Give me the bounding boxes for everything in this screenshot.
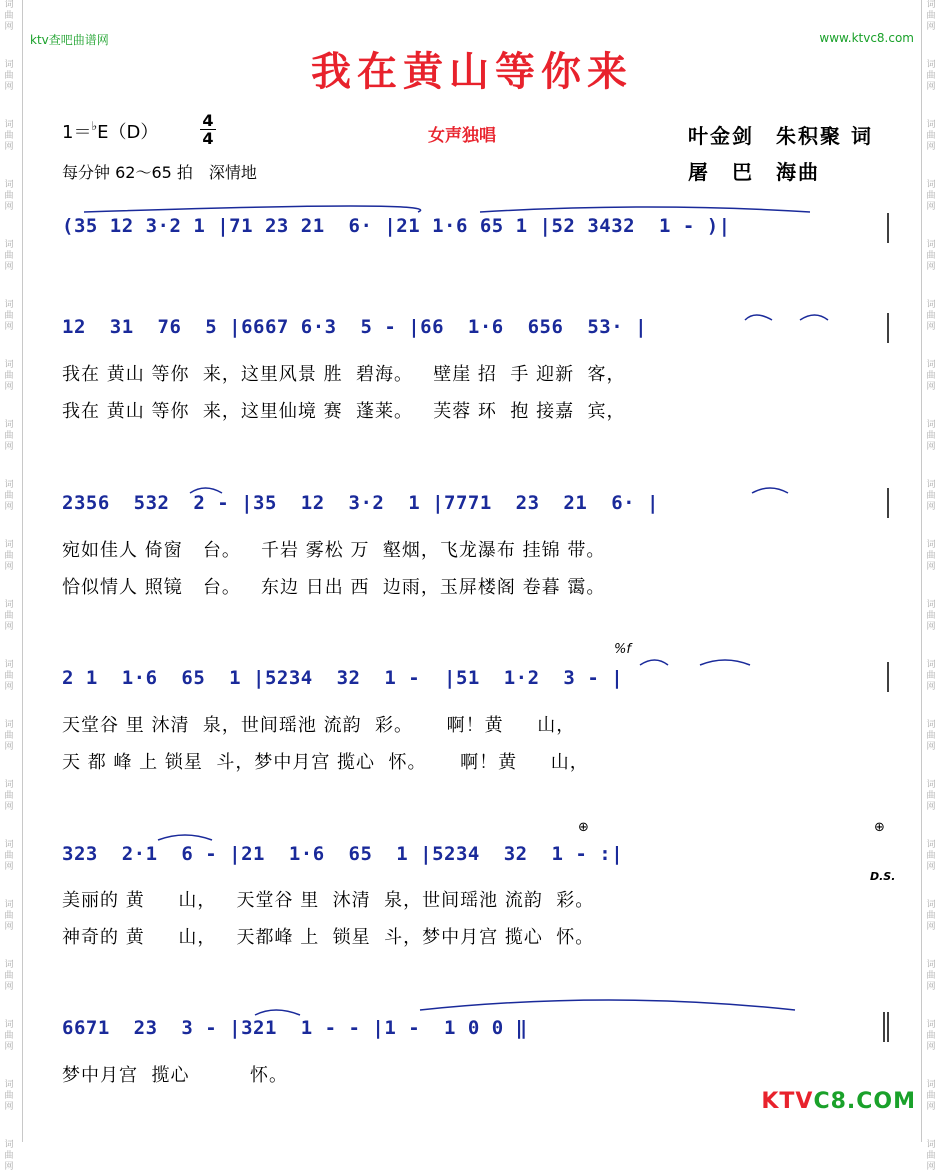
coda-mark-1: ⊕: [578, 820, 589, 835]
watermark-text: 词曲网: [926, 540, 936, 572]
site-name-left: ktv查吧曲谱网: [30, 33, 109, 47]
watermark-text: 词曲网: [926, 300, 936, 332]
watermark-text: 词曲网: [926, 1080, 936, 1112]
watermark-text: 词曲网: [4, 0, 14, 32]
watermark-text: 词曲网: [926, 900, 936, 932]
watermark-text: 词曲网: [4, 240, 14, 272]
watermark-text: 词曲网: [926, 600, 936, 632]
watermark-text: 词曲网: [4, 480, 14, 512]
watermark-text: 词曲网: [926, 780, 936, 812]
ds-mark: D.S.: [870, 870, 896, 883]
coda-mark-2: ⊕: [874, 820, 885, 835]
lyric-row-6: 梦中月宫 揽心 怀。: [62, 1065, 288, 1086]
watermark-text: 词曲网: [4, 420, 14, 452]
notation-row-1: (35 12 3·2 1 |71 23 21 6· |21 1·6 65 1 |52 3432 1 - )|: [62, 215, 731, 237]
voice-type: 女声独唱: [428, 126, 496, 146]
watermark-text: 词曲网: [926, 60, 936, 92]
lyric-row-4-verse-1: 天堂谷 里 沐清 泉，世间瑶池 流韵 彩。 啊！黄 山，: [62, 715, 576, 736]
watermark-text: 词曲网: [4, 900, 14, 932]
key-signature: 1＝♭E（D）: [62, 119, 159, 143]
lyric-row-5-verse-1: 美丽的 黄 山， 天堂谷 里 沐清 泉，世间瑶池 流韵 彩。: [62, 890, 595, 911]
watermark-text: 词曲网: [4, 300, 14, 332]
watermark-text: 词曲网: [4, 840, 14, 872]
lyric-row-2-verse-2: 我在 黄山 等你 来，这里仙境 赛 蓬莱。 芙蓉 环 抱 接嘉 宾，: [62, 401, 626, 422]
watermark-text: 词曲网: [926, 960, 936, 992]
watermark-text: 词曲网: [4, 780, 14, 812]
notation-row-6: 6671 23 3 - |321 1 - - |1 - 1 0 0 ‖: [62, 1017, 528, 1039]
lyric-row-4-verse-2: 天 都 峰 上 锁星 斗，梦中月宫 揽心 怀。 啊！黄 山，: [62, 752, 589, 773]
watermark-text: 词曲网: [4, 60, 14, 92]
lyric-row-2-verse-1: 我在 黄山 等你 来，这里风景 胜 碧海。 壁崖 招 手 迎新 客，: [62, 364, 626, 385]
watermark-text: 词曲网: [926, 720, 936, 752]
notation-row-5: 323 2·1 6 - |21 1·6 65 1 |5234 32 1 - :|: [62, 843, 624, 865]
watermark-text: 词曲网: [4, 120, 14, 152]
watermark-text: 词曲网: [926, 480, 936, 512]
notation-row-3: 2356 532 2 - |35 12 3·2 1 |7771 23 21 6· |: [62, 492, 659, 514]
watermark-text: 词曲网: [926, 420, 936, 452]
watermark-text: 词曲网: [4, 660, 14, 692]
watermark-text: 词曲网: [4, 1140, 14, 1172]
lyric-row-3-verse-1: 宛如佳人 倚窗 台。 千岩 雾松 万 壑烟，飞龙瀑布 挂锦 带。: [62, 540, 606, 561]
notation-row-2: 12 31 76 5 |6667 6·3 5 - |66 1·6 656 53· |: [62, 316, 648, 338]
time-signature: 4 4: [200, 112, 216, 147]
watermark-text: 词曲网: [926, 180, 936, 212]
watermark-text: 词曲网: [926, 120, 936, 152]
notation-row-4: 2 1 1·6 65 1 |5234 32 1 - |51 1·2 3 - |: [62, 667, 624, 689]
composer-credit: 屠 巴 海曲: [688, 160, 820, 184]
lyricist-credit: 叶金剑 朱积聚 词: [688, 124, 873, 148]
watermark-text: 词曲网: [926, 1020, 936, 1052]
tempo-marking: 每分钟 62～65 拍 深情地: [62, 163, 257, 182]
watermark-text: 词曲网: [4, 1080, 14, 1112]
watermark-text: 词曲网: [4, 180, 14, 212]
song-title: 我在黄山等你来: [311, 48, 633, 95]
watermark-text: 词曲网: [4, 720, 14, 752]
watermark-text: 词曲网: [4, 960, 14, 992]
watermark-text: 词曲网: [926, 360, 936, 392]
lyric-row-5-verse-2: 神奇的 黄 山， 天都峰 上 锁星 斗，梦中月宫 揽心 怀。: [62, 927, 595, 948]
watermark-text: 词曲网: [4, 600, 14, 632]
watermark-text: 词曲网: [926, 840, 936, 872]
lyric-row-3-verse-2: 恰似情人 照镜 台。 东边 日出 西 边雨，玉屏楼阁 卷暮 霭。: [62, 577, 606, 598]
segno-mark: %f: [614, 642, 631, 657]
watermark-text: 词曲网: [926, 660, 936, 692]
site-url-right: www.ktvc8.com: [819, 31, 914, 45]
watermark-text: 词曲网: [4, 540, 14, 572]
watermark-text: 词曲网: [4, 360, 14, 392]
ktvc8-logo: KTVC8.COM: [761, 1089, 916, 1114]
watermark-text: 词曲网: [926, 240, 936, 272]
watermark-text: 词曲网: [926, 1140, 936, 1172]
watermark-text: 词曲网: [926, 0, 936, 32]
watermark-text: 词曲网: [4, 1020, 14, 1052]
